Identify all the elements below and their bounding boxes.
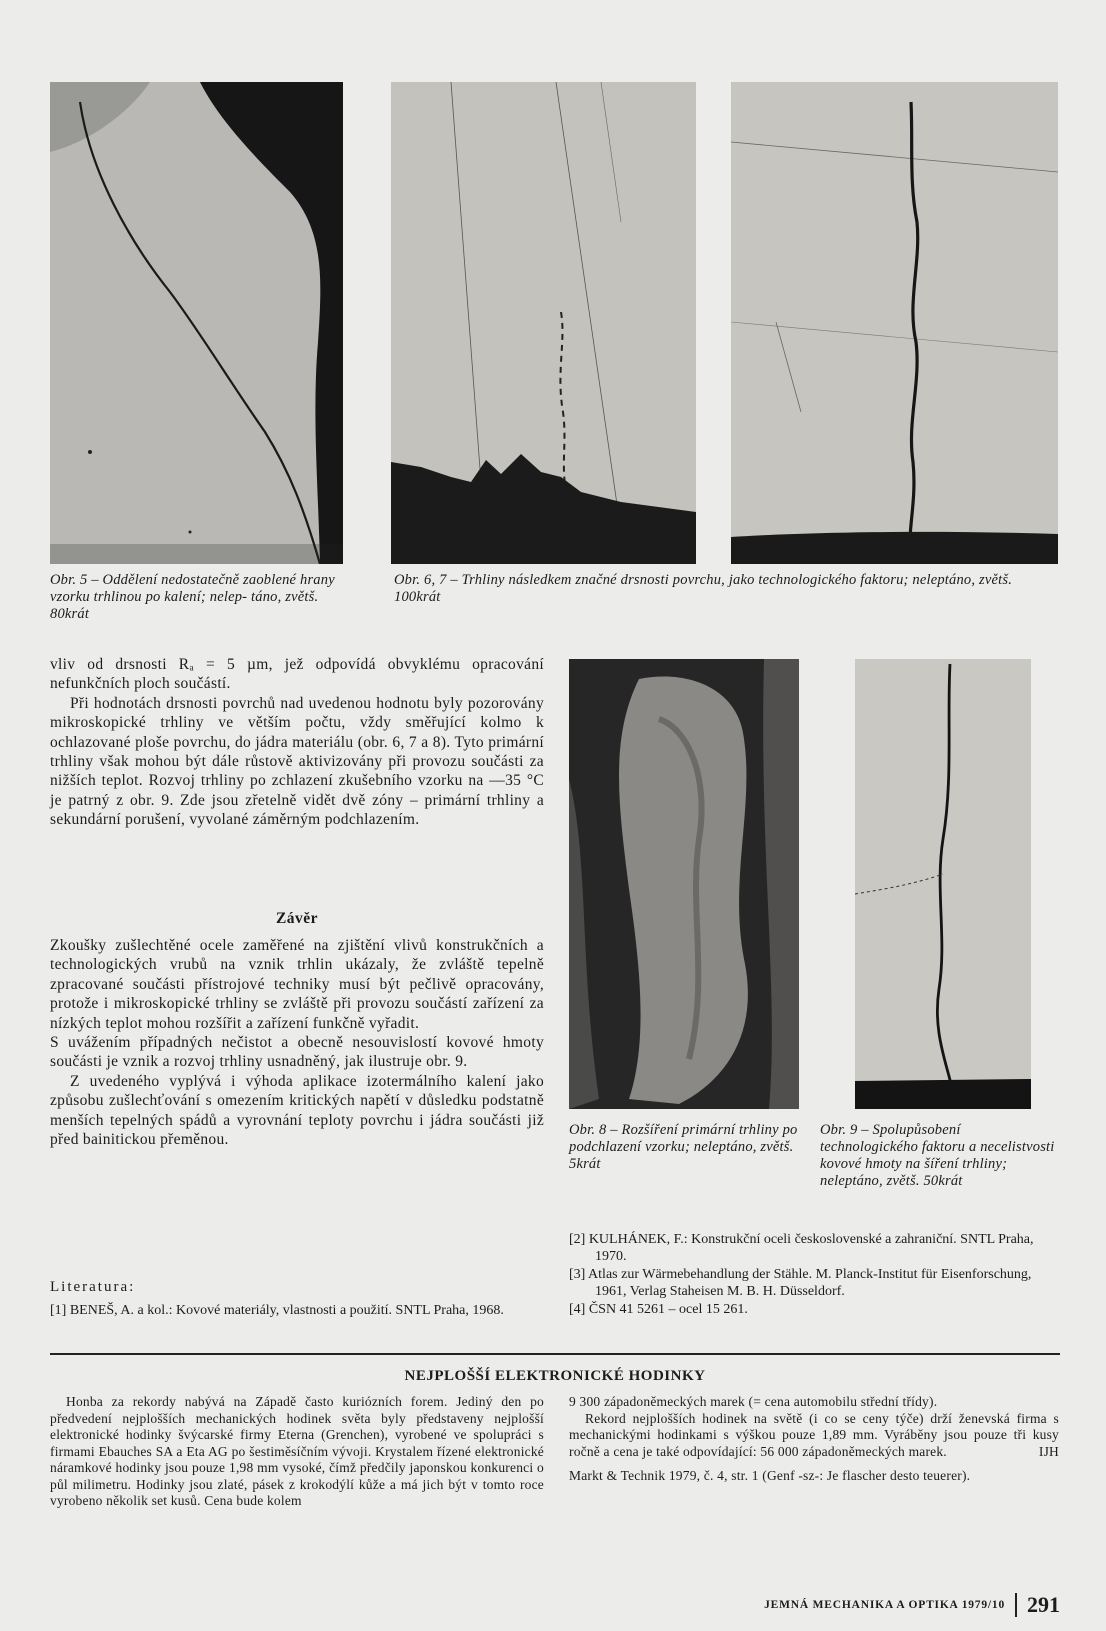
figure-5-micrograph	[50, 82, 343, 564]
references-left	[50, 1303, 544, 1322]
figure-6-micrograph	[391, 82, 696, 564]
reference-4: [4] ČSN 41 5261 – ocel 15 261.	[569, 1302, 748, 1317]
section-divider	[50, 1353, 1060, 1355]
references-right	[569, 1232, 1059, 1321]
article-body	[50, 655, 544, 830]
paragraph-5: Z uvedeného vyplývá i výhoda aplikace izotermálního kalení jako způsobu zušlechťování s omezením kritických napětí v důsledku podstatně menších tepelných spádů a vyrovnání teploty povrchu i jádra součásti již před bainitickou přeměnou.	[50, 1072, 544, 1149]
news-right-text-2	[569, 1411, 1059, 1461]
journal-name: JEMNÁ MECHANIKA A OPTIKA 1979/10	[764, 1599, 1005, 1611]
journal-footer	[764, 1592, 1060, 1618]
literature-label: Literatura:	[50, 1279, 136, 1295]
paragraph-4: S uvážením případných nečistot a obecně nesouvislostí kovové hmoty součásti je vznik a rozvoj trhliny usnadněný, jak ilustruje obr. 9.	[50, 1034, 544, 1071]
news-title: NEJPLOŠŠÍ ELEKTRONICKÉ HODINKY	[404, 1368, 706, 1384]
figure-8-caption: Obr. 8 – Rozšíření primární trhliny po podchlazení vzorku; neleptáno, zvětš. 5krát	[569, 1122, 798, 1172]
news-source: Markt & Technik 1979, č. 4, str. 1 (Genf -sz-: Je flascher desto teuerer).	[569, 1468, 971, 1483]
figure-9-micrograph	[855, 659, 1031, 1109]
page-number: 291	[1027, 1592, 1060, 1617]
figure-5-caption: Obr. 5 – Oddělení nedostatečně zaoblené hrany vzorku trhlinou po kalení; nelep- táno, zvětš. 80krát	[50, 572, 335, 622]
reference-2: [2] KULHÁNEK, F.: Konstrukční oceli československé a zahraniční. SNTL Praha, 1970.	[569, 1232, 1034, 1264]
news-right-column	[569, 1394, 1059, 1485]
news-right-body: Rekord nejplošších hodinek na světě (i co se ceny týče) drží ženevská firma s mechanickými hodinkami s výškou pouze 1,89 mm. Vyráběny jsou pouze tři kusy ročně a cena je také odpovídající: 56 000 západoněmeckých marek.	[569, 1410, 1059, 1459]
paragraph-3: Zkoušky zušlechtěné ocele zaměřené na zjištění vlivů konstrukčních a technologických vrubů na vznik trhlin ukázaly, že zvláště tepelně zpracované součásti přístrojové techniky musí být pečlivě opracovány, protože i mikroskopické trhliny se zvláště při provozu součástí zařízení za nízkých teplot mohou rozšířit a zařízení funkčně vyřadit.	[50, 937, 544, 1032]
reference-3: [3] Atlas zur Wärmebehandlung der Stähle. M. Planck-Institut für Eisenforschung, 1961, Verlag Staheisen M. B. H. Düsseldorf.	[569, 1267, 1032, 1299]
news-left-text: Honba za rekordy nabývá na Západě často kuriózních forem. Jediný den po předvedení nejplošších mechanických hodinek světa byly představeny nejplošší elektronické hodinky švýcarské firmy Eterna (Grenchen), vyrobené ve spolupráci s firmami Ebauches SA a Eta AG po šestiměsíčním vývoji. Krystalem řízené elektronické náramkové hodinky jsou pouze 1,98 mm vysoké, čímž předčily japonskou konkurenci o půl milimetru. Hodinky jsou zlaté, pásek z krokodýlí kůže a má jich být v tomto roce vyrobeno několik set kusů. Cena bude kolem	[50, 1394, 544, 1508]
section-heading-zaver: Závěr	[275, 910, 319, 927]
figure-8-micrograph	[569, 659, 799, 1109]
figure-9-caption: Obr. 9 – Spolupůsobení technologického faktoru a necelistvosti kovové hmoty na šíření trhliny; neleptáno, zvětš. 50krát	[820, 1122, 1055, 1189]
footer-divider	[1015, 1593, 1017, 1617]
figure-6-7-caption: Obr. 6, 7 – Trhliny následkem značné drsnosti povrchu, jako technologického faktoru; neleptáno, zvětš. 100krát	[394, 572, 1013, 605]
reference-1: [1] BENEŠ, A. a kol.: Kovové materiály, vlastnosti a použití. SNTL Praha, 1968.	[50, 1303, 504, 1318]
paragraph-2: Při hodnotách drsnosti povrchů nad uvedenou hodnotu byly pozorovány mikroskopické trhliny ve větším počtu, vždy směřující kolmo k ochlazované ploše povrchu, do jádra materiálu (obr. 6, 7 a 8). Tyto primární trhliny však mohou být dále růstově aktivizovány při provozu součásti za nižších teplot. Rozvoj trhliny po zchlazení zkušebního vzorku na —35 °C je patrný z obr. 9. Zde jsou zřetelně vidět dvě zóny – primární trhliny a sekundární porušení, vyvolané záměrným podchlazením.	[50, 694, 544, 829]
figure-7-micrograph	[731, 82, 1058, 564]
news-right-text-1: 9 300 západoněmeckých marek (= cena automobilu střední třídy).	[569, 1394, 938, 1409]
paragraph-1: vliv od drsnosti Rₐ = 5 µm, jež odpovídá obvyklému opracování nefunkčních ploch součástí.	[50, 656, 544, 693]
conclusion-body	[50, 936, 544, 1149]
news-left-column	[50, 1394, 544, 1510]
news-signature: IJH	[1038, 1443, 1059, 1459]
